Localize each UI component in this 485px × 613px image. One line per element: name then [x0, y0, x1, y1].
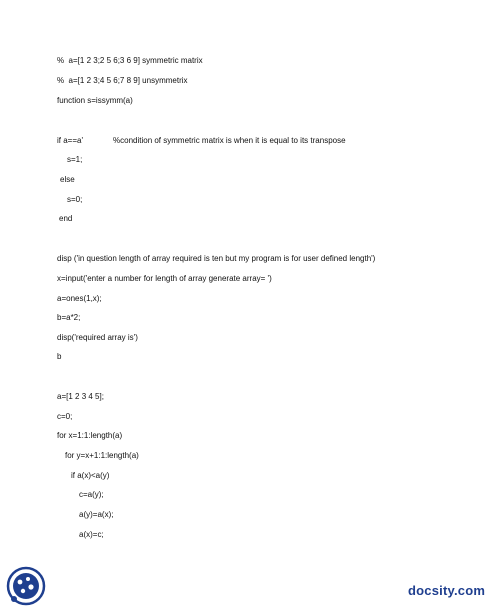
- code-line: for x=1:1:length(a): [57, 431, 123, 440]
- code-line: if a==a': [57, 136, 83, 145]
- code-line: function s=issymm(a): [57, 96, 133, 105]
- code-line: b=a*2;: [57, 313, 81, 322]
- code-line: disp ('in question length of array required is ten but my program is for user defined length'): [57, 254, 376, 263]
- code-line: else: [60, 175, 75, 184]
- code-comment: %condition of symmetric matrix is when it is equal to its transpose: [113, 136, 346, 145]
- code-line: c=0;: [57, 412, 73, 421]
- code-line: a=ones(1,x);: [57, 294, 102, 303]
- docsity-brand-text[interactable]: docsity.com: [408, 583, 485, 598]
- docsity-logo-icon: [6, 566, 46, 606]
- code-line: % a=[1 2 3;4 5 6;7 8 9] unsymmetrix: [57, 76, 188, 85]
- code-line: a(x)=c;: [79, 530, 104, 539]
- code-line: a=[1 2 3 4 5];: [57, 392, 104, 401]
- code-line: s=0;: [67, 195, 83, 204]
- code-line: a(y)=a(x);: [79, 510, 114, 519]
- code-line: x=input('enter a number for length of array generate array= '): [57, 274, 272, 283]
- code-line: end: [59, 214, 73, 223]
- code-line: for y=x+1:1:length(a): [65, 451, 139, 460]
- code-line: disp('required array is'): [57, 333, 138, 342]
- code-line: c=a(y);: [79, 490, 104, 499]
- code-line: b: [57, 352, 62, 361]
- code-line: s=1;: [67, 155, 83, 164]
- code-line: % a=[1 2 3;2 5 6;3 6 9] symmetric matrix: [57, 56, 203, 65]
- code-line: if a(x)<a(y): [71, 471, 110, 480]
